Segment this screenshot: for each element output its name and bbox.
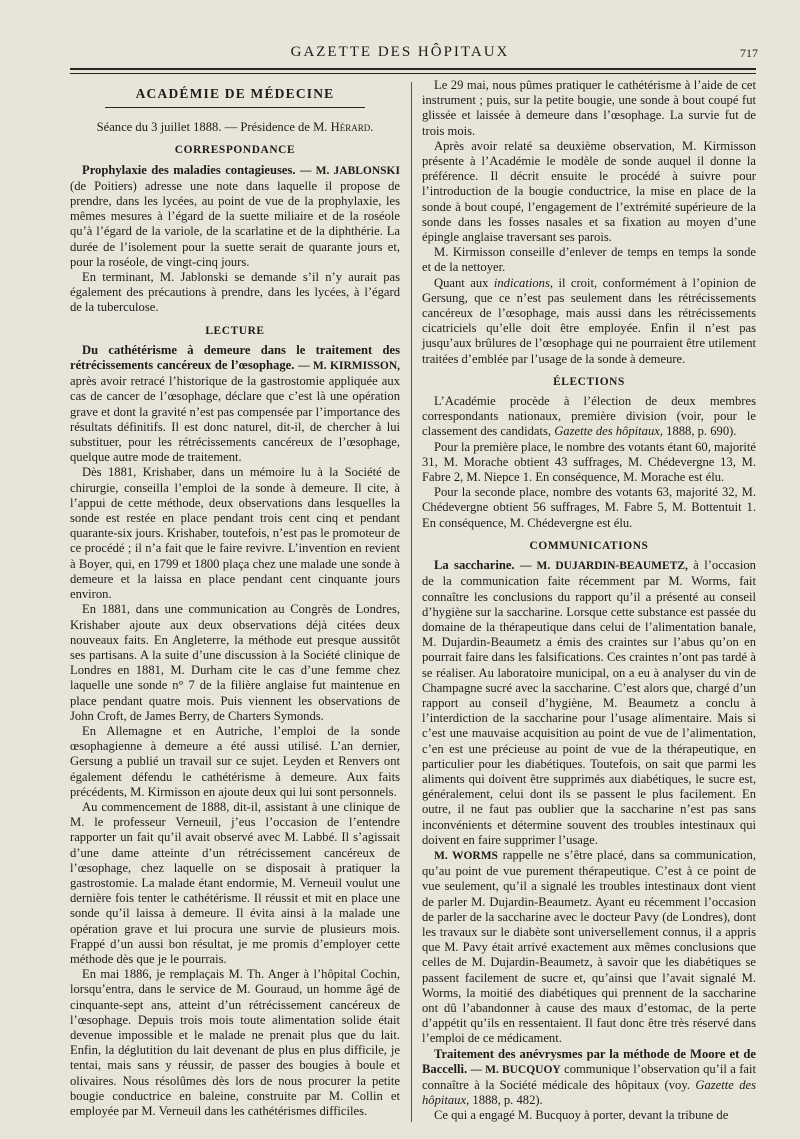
text-indications-italic: indications, bbox=[493, 275, 553, 290]
author-bucquoy: — M. BUCQUOY bbox=[470, 1063, 561, 1076]
text-election-before: L’Académie procède à l’élection de deux membres correspondants nationaux, première division (voir, pour le classement des candidats, bbox=[422, 394, 756, 439]
lead-anevrysmes: Traitement des anévrysmes par la méthode de Moore et de Baccelli. bbox=[422, 1046, 756, 1076]
text-election-after: 1888, p. 690). bbox=[666, 424, 737, 439]
text-indications-before: Quant aux bbox=[434, 275, 489, 290]
left-column bbox=[70, 78, 400, 1119]
academy-rule bbox=[105, 107, 365, 108]
paragraph-verneuil: Au commencement de 1888, dit-il, assistant à une clinique de M. le professeur Verneuil, j’eus l’occasion de l’entendre rapporter un fait qu’il avait observé avec M. Labbé. Il s’agissait d’une dame atteinte d’un rétrécissement cancéreux de l’œsophage, chez laquelle on se disposait à pratiquer la gastrostomie. La malade étant endormie, M. Verneuil voulut une dernière fois tenter le cathétérisme. Il réussit et mit en place une sonde qu’il laissa à demeure. Il évita ainsi à la malade une opération grave et lui procura une survie de plusieurs mois. Frappé d’un aussi bon résultat, je me promis d’employer cette méthode dès que je le pourrais. bbox=[70, 799, 400, 966]
text-anevrysmes-italic: Gazette des hôpitaux, bbox=[422, 1078, 756, 1108]
section-communications: COMMUNICATIONS bbox=[529, 539, 649, 552]
paragraph-29-mai: Le 29 mai, nous pûmes pratiquer le cathétérisme à l’aide de cet instrument ; puis, sur la petite bougie, une sonde à bout coupé fut glissée et laissée à demeure dans l’œsophage. La survie fut de trois mois. bbox=[422, 78, 756, 138]
paragraph-prophylaxie bbox=[70, 163, 400, 270]
paragraph-krishaber: Dès 1881, Krishaber, dans un mémoire lu à la Société de chirurgie, conseilla l’emploi de la sonde à demeure. Il cite, à l’appui de cette méthode, deux observations dans lesquelles la sonde est restée en place pendant trois cent cinq et pendant quarante-six jours. Krishaber, toutefois, n’est pas le promoteur de ce procédé ; il n’a fait que le faire revivre. L’invention en revient à Boyer, qui, en 1799 et 1800 plaça chez une malade une sonde à demeure et la laissa en place pendant cent cinquante jours environ. bbox=[70, 465, 400, 602]
text-indications-after: il croit, conformément à l’opinion de Gersung, que ce n’est pas seulement dans les rétrécissements cancéreux de l’œsophage, mais aussi dans les rétrécissements cicatriciels qu’elle doit être employée. Enfin il n’est pas jusqu’aux brûlures de l’œsophage qui ne pourraient être utilement traitées d’emblée par l’usage de la sonde à demeure. bbox=[422, 275, 757, 366]
paragraph-nettoyer: M. Kirmisson conseille d’enlever de temps en temps la sonde et de la nettoyer. bbox=[422, 245, 756, 275]
text-prophylaxie: (de Poitiers) adresse une note dans laquelle il propose de prendre, dans les lycées, au point de vue de la prophylaxie, les mêmes mesures à l’égard de la suette miliaire et de la roséole qu’à l’égard de la variole, de la scarlatine et de la diphthérie. La durée de l’isolement pour la suette serait de quarante jours et, pour la roséole, de vingt-cinq jours. bbox=[70, 178, 400, 269]
paragraph-premiere-place: Pour la première place, le nombre des votants étant 60, majorité 31, M. Morache obtient 43 suffrages, M. Chédevergne 13, M. Fabre 2, M. Niepce 1. En conséquence, M. Morache est élu. bbox=[422, 439, 756, 485]
paragraph-bucquoy-tribune: Ce qui a engagé M. Bucquoy à porter, devant la tribune de bbox=[434, 1108, 729, 1123]
session-prefix: Séance du 3 juillet 1888. — Présidence de M. bbox=[96, 120, 328, 135]
text-worms: rappelle ne s’être placé, dans sa communication, qu’au point de vue purement thérapeutique. C’est à ce point de vue seulement, qu’il a signalé les troubles intestinaux dont vient de parler M. Dujardin-Beaumetz. Ayant eu récemment l’occasion de parler de la saccharine avec le docteur Pavy (de Londres), dont les travaux sur le diabète sont universellement connus, il a appris que M. Pavy était arrivé exactement aux mêmes conclusions que celles de M. Dujardin-Beaumetz, à savoir que les diabétiques se passent facilement de sucre et, qu’ainsi que l’avait signalé M. Worms, la moitié des diabétiques qui prennent de la saccharine ont dû l’abandonner à cause des maux d’estomac, de la perte d’appétit qu’ils en ressentaient. Il faut donc être très réservé dans l’emploi de ce médicament. bbox=[422, 847, 757, 1046]
session-line: Séance du 3 juillet 1888. — Présidence de M. Hérard. bbox=[96, 120, 374, 135]
paragraph-worms bbox=[422, 848, 756, 1047]
top-rule bbox=[70, 68, 756, 74]
paragraph-seconde-place: Pour la seconde place, nombre des votants 63, majorité 32, M. Chédevergne obtient 56 suffrages, M. Fabre 5, M. Bottentuit 1. En conséquence, M. Chédevergne est élu. bbox=[422, 485, 756, 530]
paragraph-catheterisme bbox=[70, 343, 400, 466]
paragraph-indications bbox=[422, 276, 756, 367]
text-anevrysmes-before: communique l’observation qu’il a fait connaître à la Société médicale des hôpitaux (voy. bbox=[422, 1061, 756, 1092]
running-title: GAZETTE DES HÔPITAUX bbox=[290, 44, 510, 60]
paragraph-tuberculose: En terminant, M. Jablonski se demande s’il n’y aurait pas également des précautions à prendre, dans les lycées, à l’égard de la tuberculose. bbox=[70, 270, 400, 315]
session-president: Hérard bbox=[330, 120, 371, 135]
paragraph-anevrysmes bbox=[422, 1047, 756, 1109]
paragraph-allemagne: En Allemagne et en Autriche, l’emploi de la sonde œsophagienne à demeure a été aussi utilisé. L’an dernier, Gersung a publié un travail sur ce sujet. Leyden et Renvers ont également défendu le cathétérisme à demeure. Aux faits précédents, M. Kirmisson en ajoute deux qui lui sont personnels. bbox=[70, 723, 400, 799]
lead-prophylaxie: Prophylaxie des maladies contagieuses. bbox=[82, 162, 296, 177]
section-elections: ÉLECTIONS bbox=[553, 375, 625, 388]
paragraph-saccharine bbox=[422, 558, 756, 848]
author-jablonski: — M. JABLONSKI bbox=[299, 164, 400, 177]
column-rule bbox=[411, 82, 412, 1122]
text-anevrysmes-after: 1888, p. 482). bbox=[472, 1093, 543, 1108]
academy-heading: ACADÉMIE DE MÉDECINE bbox=[135, 86, 335, 101]
paragraph-election-intro bbox=[422, 394, 756, 440]
text-election-italic: Gazette des hôpitaux, bbox=[554, 424, 663, 439]
right-column bbox=[422, 78, 756, 1124]
lead-saccharine: La saccharine. bbox=[434, 558, 515, 573]
lead-catheterisme: Du cathétérisme à demeure dans le traitement des rétrécissements cancéreux de l’œsophage. bbox=[70, 342, 400, 373]
author-worms: M. WORMS bbox=[434, 849, 498, 862]
author-dujardin-beaumetz: — M. DUJARDIN-BEAUMETZ, bbox=[519, 560, 688, 573]
page-number: 717 bbox=[740, 46, 758, 60]
paragraph-londres: En 1881, dans une communication au Congrès de Londres, Krishaber ajoute aux deux observations déjà citées deux nouveaux faits. En Angleterre, la méthode eut presque aussitôt ses partisans. A la suite d’une discussion à la Société clinique de Londres en 1881, M. Durham cite le cas d’une femme chez laquelle une sonde n° 7 de la filière anglaise fut maintenue en place pendant quatre mois. Puis viennent les observations de John Croft, de James Berry, de Charters Symonds. bbox=[70, 602, 400, 723]
paragraph-cochin: En mai 1886, je remplaçais M. Th. Anger à l’hôpital Cochin, lorsqu’entra, dans le service de M. Gouraud, un homme âgé de cinquante-sept ans, atteint d’un rétrécissement cancéreux de l’œsophage. Depuis trois mois toute alimentation solide était devenue impossible et le malade ne prenait plus que du lait. Enfin, la déglutition du lait devenant de plus en plus difficile, je tentai, mais sans y réussir, de passer des bougies à boule et olivaires. Nous résolûmes dès lors de nous procurer la petite bougie conductrice en baleine, construite par M. Collin et employée par M. Verneuil dans les cathétérismes difficiles. bbox=[70, 967, 400, 1118]
text-saccharine: à l’occasion de la communication faite récemment par M. Worms, fait connaître les conclusions du rapport qu’il a présenté au conseil d’hygiène sur la saccharine. Lorsque cette substance est passée du domaine de la thérapeutique dans celui de l’alimentation banale, M. Dujardin-Beaumetz a émis des craintes sur l’abus qu’on en pourrait faire dans les falsifications. Ces craintes n’ont pas tardé à se réaliser. Au laboratoire municipal, on a eu à analyser du vin de Champagne sucré avec la saccharine. C’est alors que, chargé d’un rapport au conseil d’hygiène, M. Beaumetz a conclu à l’interdiction de la saccharine pour l’usage alimentaire. Mais si c’est une mauvaise acquisition au point de vue de l’alimentation, c’en est une précieuse au point de vue de la thérapeutique, en particulier pour les diabétiques. Toutefois, on sait que parmi les aliments qui doivent être supprimés aux diabétiques, le sucre est, généralement, celui dont ils se passent le plus facilement. En outre, il ne faut pas oublier que la saccharine n’est pas sans inconvénients et détermine souvent des troubles intestinaux qui doivent en faire supprimer l’usage. bbox=[422, 558, 756, 847]
text-catheterisme: après avoir retracé l’historique de la gastrostomie appliquée aux cas de cancer de l’œsophage, déclare que c’est là une opération grave et dont la gravité n’est pas compensée par l’importance des résultats définitifs. Il est donc naturel, dit-il, de chercher à lui substituer, pour les rétrécissements cancéreux de l’œsophage, quelque autre mode de traitement. bbox=[70, 374, 400, 465]
paragraph-deuxieme-observation: Après avoir relaté sa deuxième observation, M. Kirmisson présente à l’Académie le modèle de sonde auquel il donne la préférence. Il décrit ensuite le procédé à suivre pour l’introduction de la bougie conductrice, la mise en place de la sonde à bout coupé, l’engagement de l’extrémité supérieure de la sonde dans les fosses nasales et sa fixation au moyen d’une épingle anglaise traversant ses parois. bbox=[422, 138, 756, 245]
section-correspondance: CORRESPONDANCE bbox=[174, 144, 296, 157]
author-kirmisson: — M. KIRMISSON, bbox=[298, 360, 401, 373]
section-lecture: LECTURE bbox=[205, 324, 265, 337]
